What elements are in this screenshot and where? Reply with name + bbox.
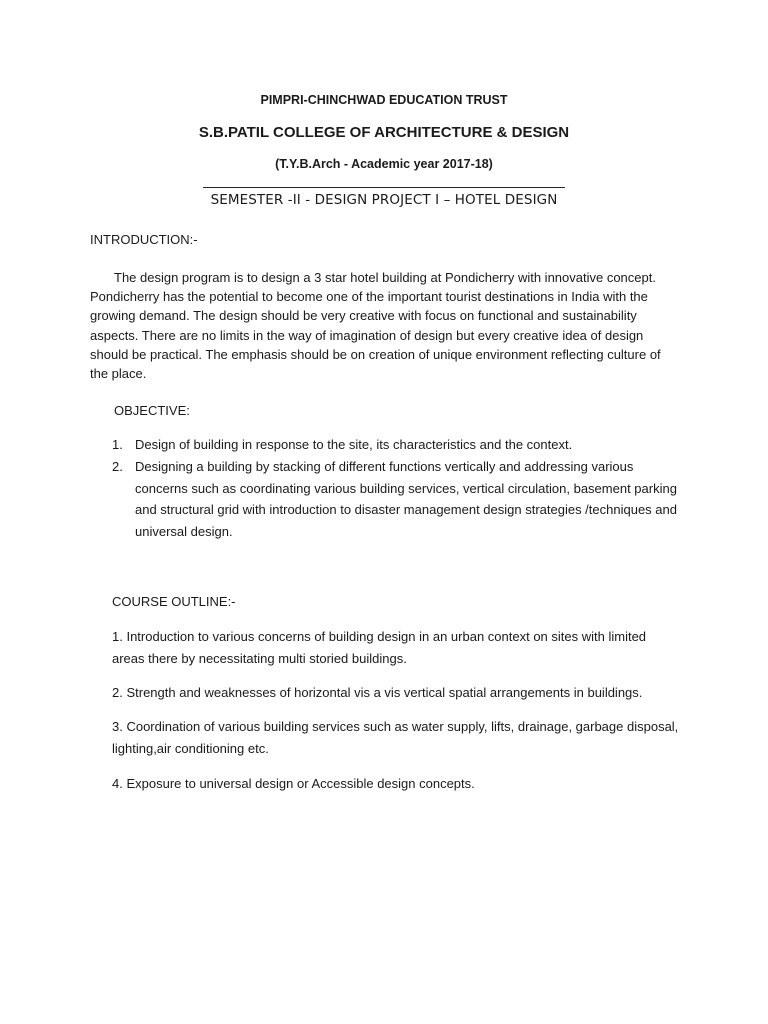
course-outline-heading: COURSE OUTLINE:- — [112, 594, 236, 609]
academic-year: (T.Y.B.Arch - Academic year 2017-18) — [275, 157, 493, 171]
course-outline-item: 1. Introduction to various concerns of building design in an urban context on sites with limited areas there by necessitating multi storied buildings. — [112, 629, 647, 666]
header-divider — [203, 187, 565, 188]
semester-title: SEMESTER -II - DESIGN PROJECT I – HOTEL DESIGN — [210, 192, 558, 208]
objective-item — [112, 456, 682, 543]
objective-heading: OBJECTIVE: — [114, 403, 190, 418]
course-outline-item: 2. Strength and weaknesses of horizontal vis a vis vertical spatial arrangements in buildings. — [112, 685, 643, 700]
introduction-heading: INTRODUCTION:- — [90, 232, 198, 247]
course-outline-item: 4. Exposure to universal design or Accessible design concepts. — [112, 776, 475, 791]
objective-item — [112, 434, 682, 456]
college-name: S.B.PATIL COLLEGE OF ARCHITECTURE & DESIGN — [198, 124, 570, 141]
introduction-paragraph: The design program is to design a 3 star hotel building at Pondicherry with innovative concept. Pondicherry has the potential to become one of the important tourist destinations in India with the growing demand. The design should be very creative with focus on functional and sustainability aspects. There are no limits in the way of imagination of design but every creative idea of design should be practical. The emphasis should be on creation of unique environment reflecting culture of the place. — [90, 270, 661, 382]
trust-name: PIMPRI-CHINCHWAD EDUCATION TRUST — [260, 93, 508, 107]
objective-number: 2. — [112, 458, 123, 474]
objective-list — [112, 434, 682, 543]
objective-text: Designing a building by stacking of different functions vertically and addressing various concerns such as coordinating various building services, vertical circulation, basement parking and structural grid with introduction to disaster management design strategies /techniques and universal design. — [135, 458, 677, 540]
course-outline-item: 3. Coordination of various building services such as water supply, lifts, drainage, garbage disposal, lighting,air conditioning etc. — [112, 719, 679, 756]
objective-number: 1. — [112, 437, 123, 452]
objective-text: Design of building in response to the site, its characteristics and the context. — [135, 437, 573, 452]
